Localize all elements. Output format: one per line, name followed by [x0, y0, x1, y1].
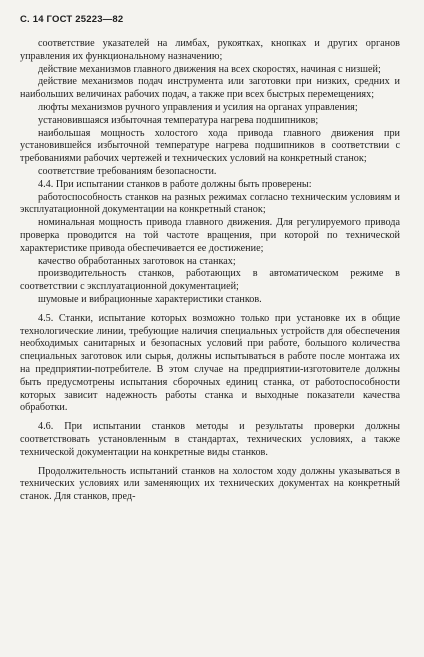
paragraph: установившаяся избыточная температура нагрева подшипников;: [38, 114, 319, 126]
paragraph: соответствие указателей на лимбах, рукоятках, кнопках и других органов управления их функциональному назначению;: [20, 38, 400, 62]
paragraph: люфты механизмов ручного управления и усилия на органах управления;: [38, 101, 358, 113]
paragraph: Продолжительность испытаний станков на холостом ходу должны указываться в технических условиях или заменяющих их технических документах на конкретный станок. Для станков, пред-: [20, 465, 400, 503]
paragraph: работоспособность станков на разных режимах согласно техническим условиям и эксплуатационной документации на конкретный станок;: [20, 191, 400, 216]
paragraph: соответствие требованиям безопасности.: [38, 165, 217, 177]
paragraph: номинальная мощность привода главного движения. Для регулируемого привода проверка проводится на той частоте вращения, при которой по технической характеристике привода обеспечивается ее достижение;: [20, 217, 400, 254]
paragraph: действие механизмов подач инструмента или заготовки при низких, средних и наибольших величинах рабочих подач, а также при всех быстрых перемещениях;: [20, 76, 400, 101]
document-body: [20, 38, 400, 504]
paragraph: производительность станков, работающих в автоматическом режиме в соответствии с эксплуатационной документацией;: [20, 268, 400, 293]
paragraph: качество обработанных заготовок на станках;: [38, 255, 236, 267]
paragraph: наибольшая мощность холостого хода привода главного движения при установившейся избыточной температуре нагрева подшипников в соответствии с требованиями рабочих чертежей и технических условий на конкретный станок;: [20, 127, 400, 165]
section-4-6: 4.6. При испытании станков методы и результаты проверки должны соответствовать установленным в стандартах, технических условиях, а также технической документации на конкретные виды станков.: [20, 421, 400, 458]
paragraph: шумовые и вибрационные характеристики станков.: [38, 293, 262, 305]
section-4-5: 4.5. Станки, испытание которых возможно только при установке их в общие технологические линии, требующие наличия специальных устройств для обеспечения необходимых санитарных и безопасных условий при работе, большого количества специальных заготовок или сырья, должны испытываться в работе после монтажа их на предприятии-потребителе. В этом случае на предприятии-изготовителе должны быть предусмотрены испытания сборочных единиц станка, от работоспособности которых зависит надежность работы станка и выходные показатели качества обработки.: [20, 312, 400, 414]
page-header: С. 14 ГОСТ 25223—82: [20, 14, 124, 25]
section-4-4-heading: 4.4. При испытании станков в работе должны быть проверены:: [38, 178, 312, 190]
paragraph: действие механизмов главного движения на всех скоростях, начиная с низшей;: [38, 63, 381, 75]
